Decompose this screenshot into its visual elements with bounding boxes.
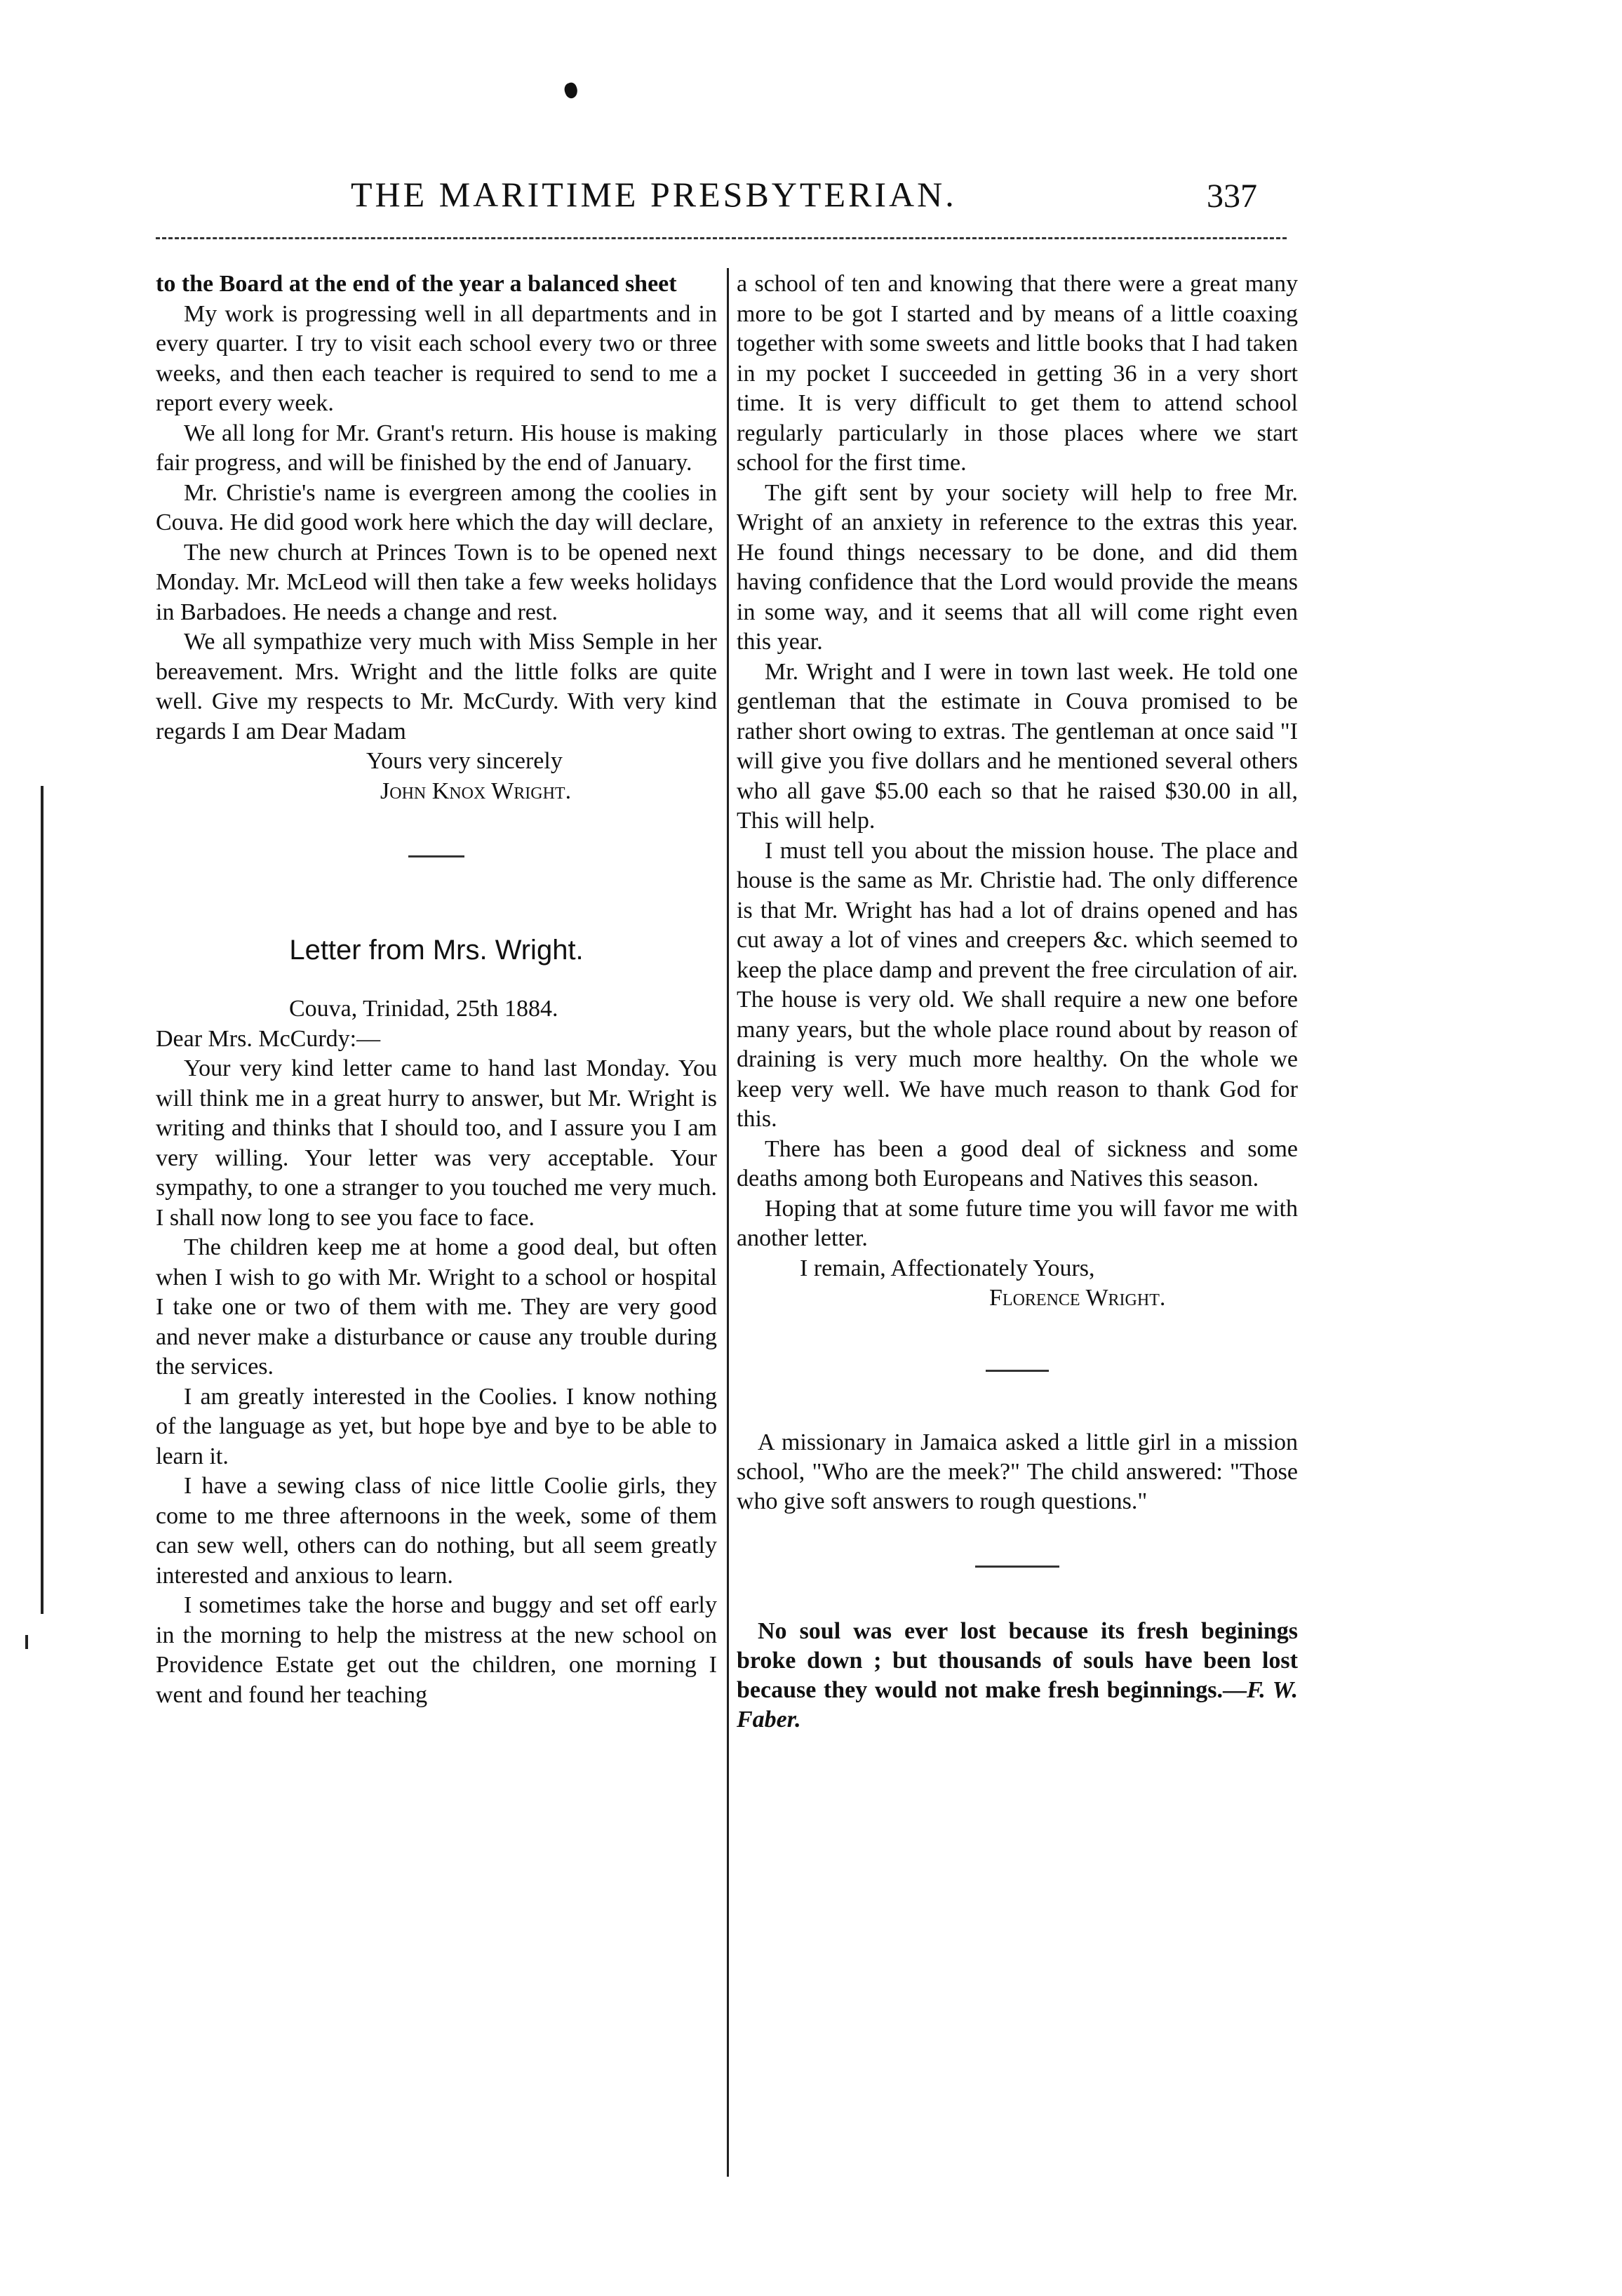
letter1-paragraph: to the Board at the end of the year a balanced sheet	[156, 271, 677, 297]
letter1-paragraph: The new church at Princes Town is to be opened next Monday. Mr. McLeod will then take a few weeks holidays in Barbadoes. He needs a change and rest.	[156, 539, 717, 625]
quote-text: No soul was ever lost because its fresh beginings broke down ; but thousands of souls have been lost because they would not make fresh beginnings.—	[737, 1617, 1298, 1703]
letter2-dateline: Couva, Trinidad, 25th 1884.	[289, 996, 558, 1022]
letter2-paragraph: I am greatly interested in the Coolies. I know nothing of the language as yet, but hope bye and bye to be able to learn it.	[156, 1383, 717, 1469]
section-separator	[408, 855, 464, 857]
letter2-closing: I remain, Affectionately Yours,	[800, 1255, 1095, 1281]
letter2-signature: Florence Wright.	[989, 1285, 1166, 1311]
header-rule	[156, 237, 1287, 239]
letter1-paragraph: My work is progressing well in all departments and in every quarter. I try to visit each school every two or three weeks, and then each teacher is required to send to me a report every week.	[156, 300, 717, 416]
margin-tick	[25, 1635, 28, 1649]
letter2-paragraph: I sometimes take the horse and buggy and set off early in the morning to help the mistress at the new school on Providence Estate get out the children, one morning I went and found her teaching	[156, 1592, 717, 1708]
letter2-paragraph: Mr. Wright and I were in town last week. He told one gentleman that the estimate in Couva promised to be rather short owing to extras. The gentleman at once said "I will give you five dollars and he mentioned several others who all gave $5.00 each so that he raised $30.00 in all, This will help.	[737, 658, 1298, 834]
section-separator	[986, 1370, 1049, 1372]
column-rule	[727, 268, 729, 2177]
ink-speck	[563, 81, 579, 100]
letter2-paragraph: Hoping that at some future time you will favor me with another letter.	[737, 1195, 1298, 1251]
page-number: 337	[1207, 178, 1257, 215]
letter2-heading: Letter from Mrs. Wright.	[289, 935, 584, 966]
letter1-closing: Yours very sincerely	[366, 748, 563, 774]
letter2-paragraph: a school of ten and knowing that there were a great many more to be got I started and by means of a little coaxing together with some sweets and little books that I had taken in my pocket I succeeded in getting 36 in a very short time. It is very difficult to get them to attend school regularly particularly in those places where we start school for the first time.	[737, 271, 1298, 476]
letter2-paragraph: Your very kind letter came to hand last Monday. You will think me in a great hurry to answer, but Mr. Wright is writing and thinks that I should too, and I assure you I am very willing. Your letter was very acceptable. Your sympathy, to one a stranger to you touched me very much. I shall now long to see you face to face.	[156, 1055, 717, 1231]
letter1-paragraph: Mr. Christie's name is evergreen among the coolies in Couva. He did good work here which the day will declare,	[156, 479, 717, 535]
letter2-paragraph: There has been a good deal of sickness and some deaths among both Europeans and Natives this season.	[737, 1135, 1298, 1192]
margin-line	[41, 786, 43, 1614]
left-column	[156, 269, 717, 1710]
letter1-paragraph: We all long for Mr. Grant's return. His house is making fair progress, and will be finished by the end of January.	[156, 420, 717, 476]
page-header	[154, 174, 1291, 230]
quote-paragraph	[737, 1617, 1298, 1735]
running-head: THE MARITIME PRESBYTERIAN.	[351, 175, 957, 214]
quote-attribution: F. W. Faber.	[737, 1676, 1299, 1733]
anecdote-paragraph: A missionary in Jamaica asked a little girl in a mission school, "Who are the meek?" The child answered: "Those who give soft answers to rough questions."	[737, 1429, 1298, 1514]
letter1-signature: John Knox Wright.	[380, 777, 572, 804]
right-column	[737, 269, 1298, 1735]
letter2-paragraph: The gift sent by your society will help to free Mr. Wright of an anxiety in reference to the extras this year. He found things necessary to be done, and did them having confidence that the Lord would provide the means in some way, and it seems that all will come right even this year.	[737, 479, 1298, 655]
letter2-paragraph: The children keep me at home a good deal, but often when I wish to go with Mr. Wright to a school or hospital I take one or two of them with me. They are very good and never make a disturbance or cause any trouble during the services.	[156, 1234, 717, 1380]
letter2-paragraph: I must tell you about the mission house. The place and house is the same as Mr. Christie had. The only difference is that Mr. Wright has had a lot of drains opened and has cut away a lot of vines and creepers &c. which seemed to keep the place damp and prevent the free circulation of air. The house is very old. We shall require a new one before many years, but the whole place round about by reason of draining is very much more healthy. On the whole we keep very well. We have much reason to thank God for this.	[737, 837, 1298, 1132]
letter1-paragraph: We all sympathize very much with Miss Semple in her bereavement. Mrs. Wright and the little folks are quite well. Give my respects to Mr. McCurdy. With very kind regards I am Dear Madam	[156, 629, 717, 745]
letter2-paragraph: I have a sewing class of nice little Coolie girls, they come to me three afternoons in the week, some of them can sew well, others can do nothing, but all seem greatly interested and anxious to learn.	[156, 1473, 717, 1589]
section-separator	[975, 1566, 1059, 1568]
letter2-salutation: Dear Mrs. McCurdy:—	[156, 1025, 381, 1052]
